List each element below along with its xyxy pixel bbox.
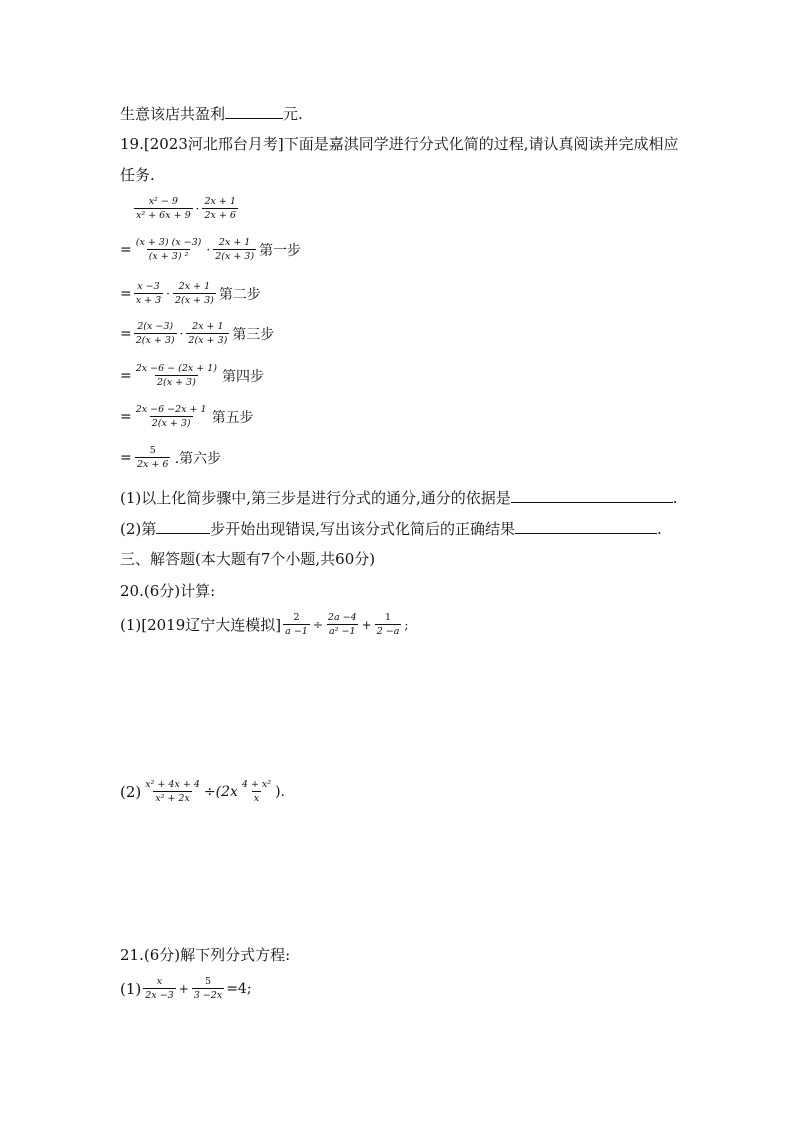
q19-stem-line1: 19.[2023河北邢台月考]下面是嘉淇同学进行分式化简的过程,请认真阅读并完成相应 <box>120 135 679 153</box>
q21-stem: 21.(6分)解下列分式方程: <box>120 946 291 964</box>
answer-blank-result[interactable] <box>515 519 657 534</box>
step-label: 第二步 <box>218 286 261 303</box>
answer-blank-step[interactable] <box>156 519 210 534</box>
q19-subquestion-1: (1)以上化简步骤中,第三步是进行分式的通分,通分的依据是 . <box>120 489 678 507</box>
q19-step-3: = $\frac{2(x -3)}{2(x + 3)}$ · $\frac{2x + 1}{2(x + 3)}$ 第三步 <box>120 321 275 346</box>
step-label: 第三步 <box>232 326 275 343</box>
fraction: $\frac{\text{4 + x²}}{x}$ <box>241 779 272 804</box>
q19-step-2: = $\frac{x -3}{x + 3}$ · $\frac{2x + 1}{2(x + 3)}$ 第二步 <box>120 281 261 306</box>
step-label: 第一步 <box>259 242 302 259</box>
q19-step-4: = $\frac{2x -6 - (2x + 1)}{2(x + 3)}$ 第四步 <box>120 363 265 388</box>
fraction: $\frac{x -3}{x + 3}$ <box>135 281 162 306</box>
q19-step-5: = $\frac{2x -6 -2x + 1}{2(x + 3)}$ 第五步 <box>120 404 254 429</box>
q21-part-1: (1) $\frac{x}{2x -3}$ + $\frac{5}{3 -2x}$ =4; <box>120 976 252 1001</box>
answer-blank-basis[interactable] <box>511 488 673 503</box>
fraction: $\frac{(x + 3) (x -3)}{\text{(x + 3) ²}}$ <box>135 237 202 262</box>
fraction: $\frac{2}{a -1}$ <box>285 612 308 637</box>
q20-stem: 20.(6分)计算: <box>120 582 216 600</box>
fraction: $\frac{2x + 1}{2(x + 3)}$ <box>174 281 214 306</box>
section-heading: 三、解答题(本大题有7个小题,共60分) <box>120 550 376 568</box>
profit-sentence <box>120 104 303 124</box>
fraction: $\frac{1}{2 -a}$ <box>376 612 400 637</box>
fraction: $\frac{x}{2x -3}$ <box>145 976 174 1001</box>
fraction: $\frac{2x + 1}{2(x + 3)}$ <box>188 321 228 346</box>
q20-part-1: (1)[2019辽宁大连模拟] $\frac{2}{a -1}$ ÷ $\frac{2a -4}{\text{a² −1}}$ + $\frac{1}{2 -a}$ ; <box>120 612 409 637</box>
fraction: $\frac{5}{3 -2x}$ <box>193 976 223 1001</box>
step-label: 第四步 <box>222 368 265 385</box>
q19-expression: $\frac{\text{x² − 9}}{\text{x² + 6x + 9}}$ · $\frac{2x + 1}{2x + 6}$ <box>136 196 236 221</box>
fraction: $\frac{2(x -3)}{2(x + 3)}$ <box>135 321 175 346</box>
profit-unit: 元. <box>283 105 303 123</box>
fraction: $\frac{2x -6 - (2x + 1)}{2(x + 3)}$ <box>135 363 218 388</box>
fraction: $\frac{\text{x² + 4x + 4}}{\text{x² + 2x}}$ <box>145 779 200 804</box>
fraction: $\frac{5}{2x + 6}$ <box>137 445 169 470</box>
fraction: $\frac{2a -4}{\text{a² −1}}$ <box>327 612 357 637</box>
q19-step-1: = $\frac{(x + 3) (x -3)}{\text{(x + 3) ²}}$ · $\frac{2x + 1}{2(x + 3)}$ 第一步 <box>120 237 302 262</box>
answer-blank-profit[interactable] <box>225 104 283 119</box>
fraction: $\frac{2x -6 -2x + 1}{2(x + 3)}$ <box>135 404 207 429</box>
q19-step-6: = $\frac{5}{2x + 6}$ .第六步 <box>120 445 222 470</box>
q19-stem-line2: 任务. <box>120 166 155 184</box>
q19-subquestion-2: (2)第 步开始出现错误,写出该分式化简后的正确结果 . <box>120 520 662 538</box>
step-label: 第五步 <box>211 409 254 426</box>
fraction: $\frac{2x + 1}{2(x + 3)}$ <box>215 237 255 262</box>
fraction: $\frac{\text{x² − 9}}{\text{x² + 6x + 9}}$ <box>136 196 191 221</box>
q20-part-2: (2) $\frac{\text{x² + 4x + 4}}{\text{x² + 2x}}$ ÷(2x $\frac{\text{4 + x²}}{x}$ ). <box>120 779 286 804</box>
profit-text: 生意该店共盈利 <box>120 105 226 123</box>
step-label: .第六步 <box>174 450 222 467</box>
fraction: $\frac{2x + 1}{2x + 6}$ <box>204 196 236 221</box>
